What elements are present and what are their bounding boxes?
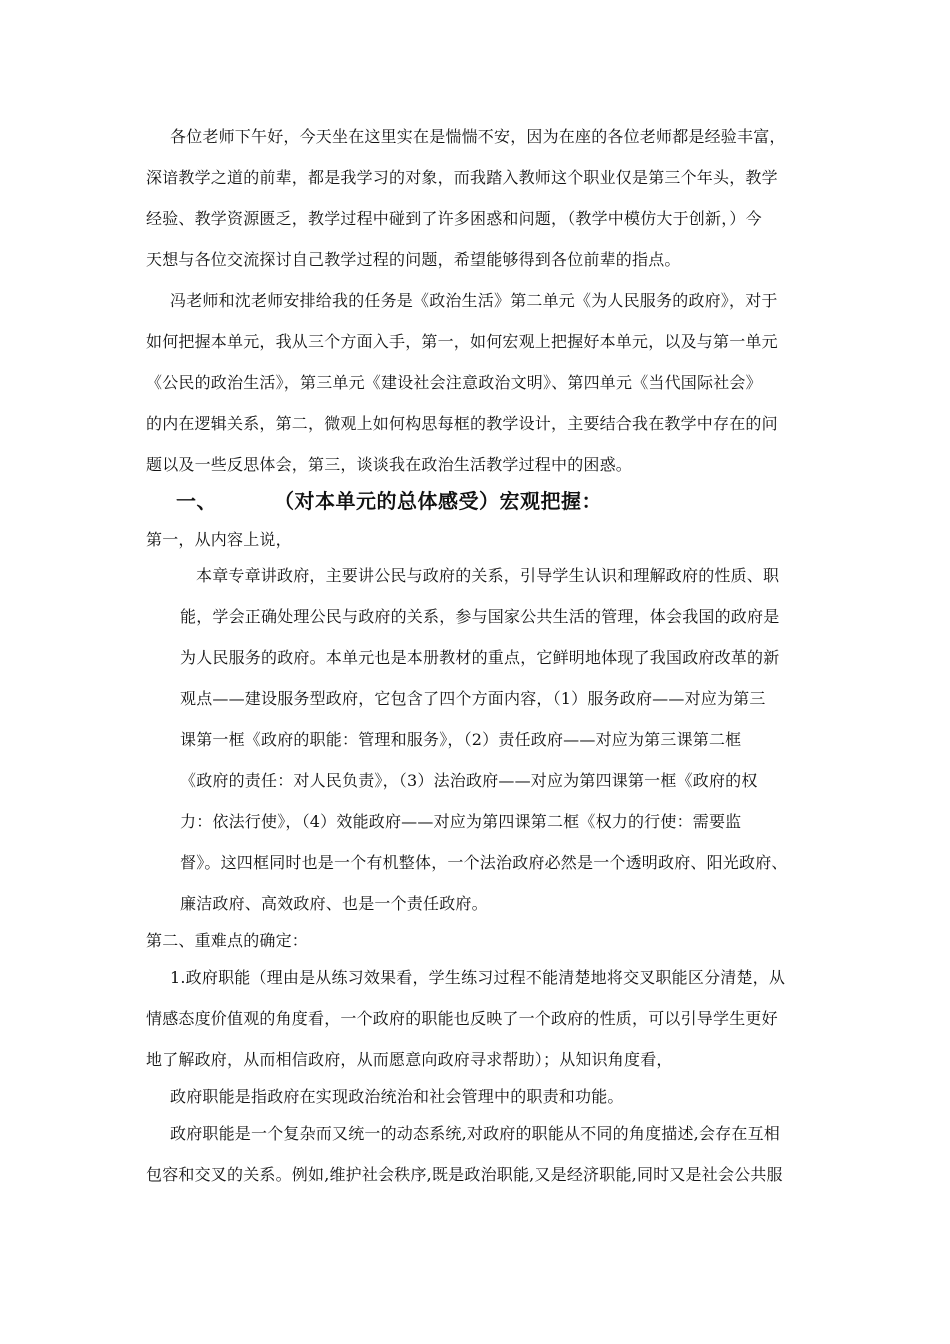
content-line: 力：依法行使》，（4）效能政府——对应为第四课第二框《权力的行使：需要监	[180, 812, 742, 831]
system-line: 政府职能是一个复杂而又统一的动态系统,对政府的职能从不同的角度描述,会存在互相	[170, 1124, 780, 1143]
content-line: 督》。这四框同时也是一个有机整体，一个法治政府必然是一个透明政府、阳光政府、	[180, 853, 788, 872]
content-label: 第一，从内容上说，	[146, 530, 292, 549]
content-line: 观点——建设服务型政府，它包含了四个方面内容，（1）服务政府——对应为第三	[180, 689, 766, 708]
content-line: 为人民服务的政府。本单元也是本册教材的重点，它鲜明地体现了我国政府改革的新	[180, 648, 780, 667]
task-line: 的内在逻辑关系，第二，微观上如何构思每框的教学设计，主要结合我在教学中存在的问	[146, 414, 778, 433]
content-line: 能，学会正确处理公民与政府的关系，参与国家公共生活的管理，体会我国的政府是	[180, 607, 780, 626]
point1-line: 情感态度价值观的角度看，一个政府的职能也反映了一个政府的性质，可以引导学生更好	[146, 1009, 778, 1028]
system-line: 包容和交叉的关系。例如,维护社会秩序,既是政治职能,又是经济职能,同时又是社会公共服	[146, 1165, 783, 1184]
point1-line: 地了解政府，从而相信政府，从而愿意向政府寻求帮助）；从知识角度看，	[146, 1050, 673, 1069]
task-line: 冯老师和沈老师安排给我的任务是《政治生活》第二单元《为人民服务的政府》，对于	[170, 291, 778, 310]
key-points-label: 第二、重难点的确定：	[146, 931, 309, 950]
heading-text: （对本单元的总体感受）宏观把握：	[274, 489, 602, 513]
content-line: 《政府的责任：对人民负责》，（3）法治政府——对应为第四课第一框《政府的权	[180, 771, 758, 790]
intro-line: 各位老师下午好，今天坐在这里实在是惴惴不安，因为在座的各位老师都是经验丰富，	[170, 127, 786, 146]
intro-line: 天想与各位交流探讨自己教学过程的问题，希望能够得到各位前辈的指点。	[146, 250, 681, 269]
point1-line: 1.政府职能（理由是从练习效果看，学生练习过程不能清楚地将交叉职能区分清楚，从	[170, 968, 786, 987]
definition-line: 政府职能是指政府在实现政治统治和社会管理中的职责和功能。	[170, 1087, 624, 1106]
intro-line: 深谙教学之道的前辈，都是我学习的对象，而我踏入教师这个职业仅是第三个年头，教学	[146, 168, 778, 187]
task-line: 《公民的政治生活》，第三单元《建设社会注意政治文明》、第四单元《当代国际社会》	[146, 373, 762, 392]
content-line: 本章专章讲政府，主要讲公民与政府的关系，引导学生认识和理解政府的性质、职	[196, 566, 780, 585]
intro-line: 经验、教学资源匮乏，教学过程中碰到了许多困惑和问题，（教学中模仿大于创新，）今	[146, 209, 762, 228]
heading-number: 一、	[176, 489, 217, 513]
task-line: 如何把握本单元，我从三个方面入手，第一，如何宏观上把握好本单元，以及与第一单元	[146, 332, 778, 351]
task-line: 题以及一些反思体会，第三，谈谈我在政治生活教学过程中的困惑。	[146, 455, 633, 474]
content-line: 课第一框《政府的职能：管理和服务》，（2）责任政府——对应为第三课第二框	[180, 730, 742, 749]
section-heading	[176, 488, 602, 514]
content-line: 廉洁政府、高效政府、也是一个责任政府。	[180, 894, 488, 913]
